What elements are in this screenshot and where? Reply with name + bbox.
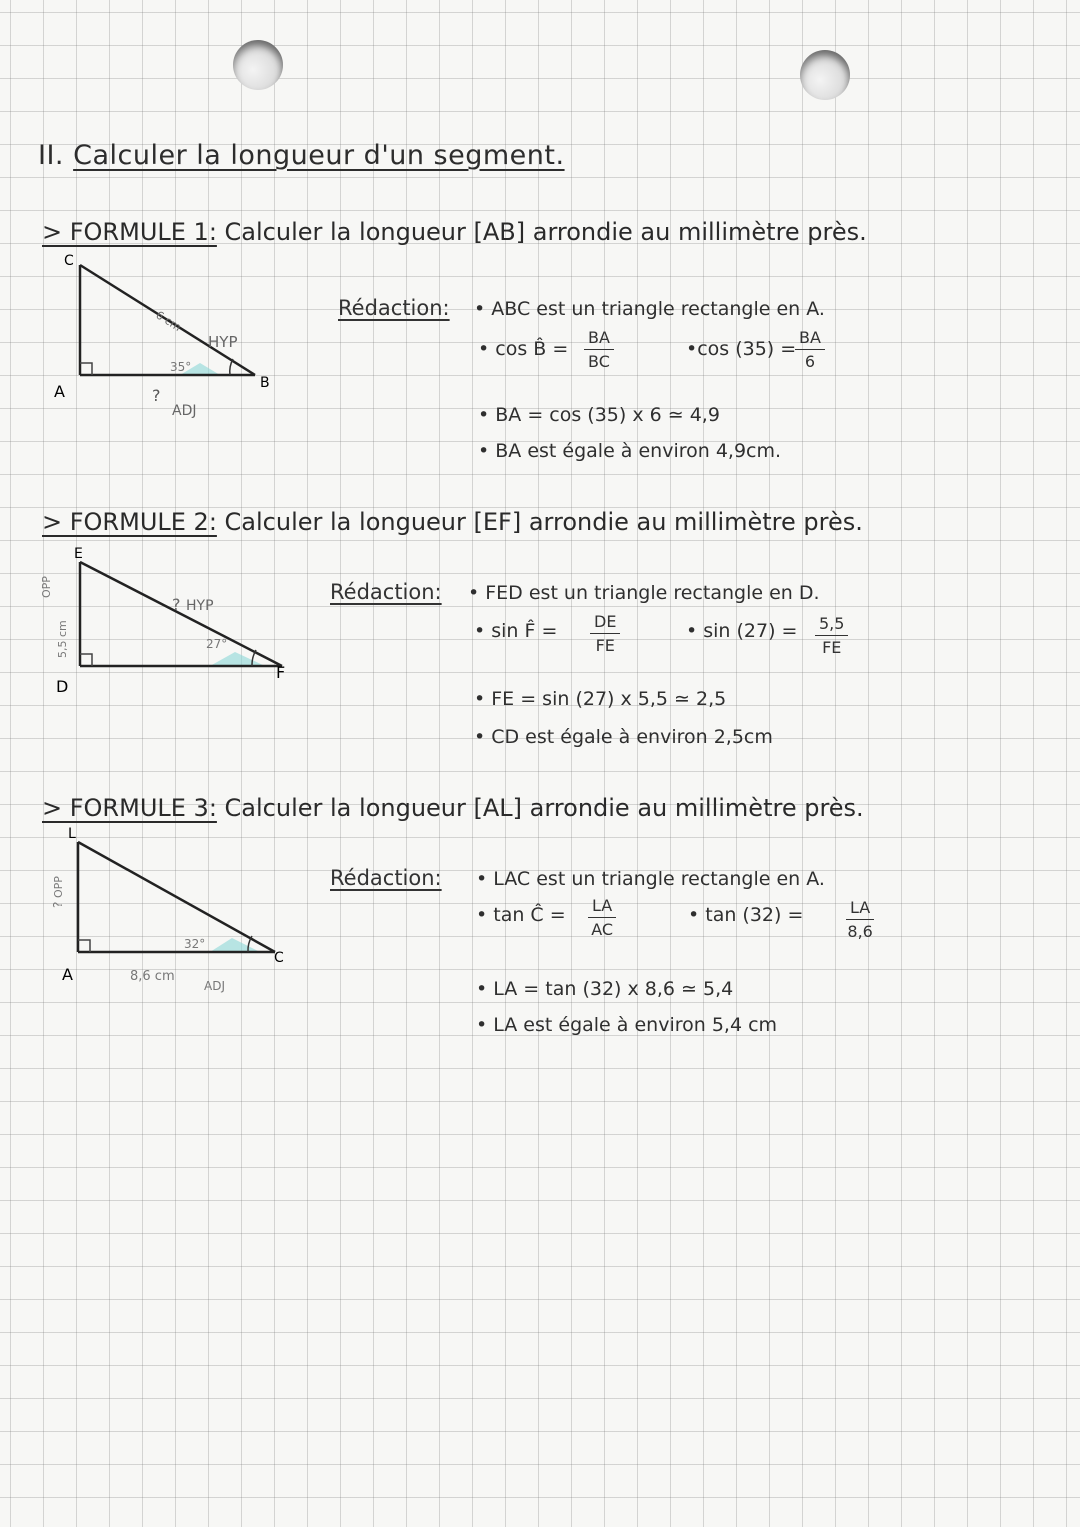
section-1-fraction-den: BC xyxy=(588,352,610,371)
section-3-heading xyxy=(42,794,864,822)
section-2-fraction-right-den: FE xyxy=(822,638,842,657)
vertex-l-label: L xyxy=(68,826,76,842)
section-3-conclusion: • LA est égale à environ 5,4 cm xyxy=(476,1014,778,1036)
section-3-calculation: • LA = tan (32) x 8,6 ≃ 5,4 xyxy=(476,978,734,1000)
vertex-c-label: C xyxy=(274,950,284,966)
right-angle-mark xyxy=(80,654,92,666)
section-1-statement: • ABC est un triangle rectangle en A. xyxy=(474,298,825,320)
section-2-label: > FORMULE 2: xyxy=(42,508,217,536)
section-2-title: Calculer la longueur [EF] arrondie au millimètre près. xyxy=(224,508,863,536)
section-3-fraction-right-num: LA xyxy=(846,898,874,920)
unknown-mark: ? xyxy=(152,386,161,405)
unknown-tag: ADJ xyxy=(172,403,197,419)
page-title xyxy=(38,140,565,171)
angle-label: 35° xyxy=(170,360,192,374)
section-2-heading xyxy=(42,508,863,536)
unknown-tag: OPP xyxy=(52,876,65,898)
side-length-label: 8,6 cm xyxy=(130,969,175,984)
section-2-fraction-den: FE xyxy=(595,636,615,655)
title-numeral: II. xyxy=(38,140,65,171)
triangle-abc-diagram xyxy=(50,255,280,425)
title-text: Calculer la longueur d'un segment. xyxy=(73,140,565,171)
section-2-calculation: • FE = sin (27) x 5,5 ≃ 2,5 xyxy=(474,688,727,710)
section-3-redaction-label: Rédaction: xyxy=(330,866,442,890)
hyp-length-label: 6 cm xyxy=(153,308,184,334)
section-3-label: > FORMULE 3: xyxy=(42,794,217,822)
section-3-fraction-num: LA xyxy=(588,896,616,918)
section-1-fraction xyxy=(584,328,614,371)
section-1-formula-left: • cos B̂ = xyxy=(478,338,569,360)
punch-hole-right xyxy=(800,50,850,100)
section-1-redaction-label: Rédaction: xyxy=(338,296,450,320)
section-2-fraction xyxy=(590,612,620,655)
vertex-a-label: A xyxy=(54,382,65,401)
angle-arc xyxy=(230,359,233,375)
triangle-def-diagram xyxy=(20,548,310,698)
section-2-statement: • FED est un triangle rectangle en D. xyxy=(468,582,820,604)
punch-hole-left xyxy=(233,40,283,90)
hyp-tag-label: HYP xyxy=(208,333,238,351)
section-2-redaction-label: Rédaction: xyxy=(330,580,442,604)
section-1-fraction-num: BA xyxy=(584,328,614,350)
unknown-tag: HYP xyxy=(186,598,214,614)
vertex-b-label: B xyxy=(260,375,270,391)
section-2-conclusion: • CD est égale à environ 2,5cm xyxy=(474,726,773,748)
section-1-label: > FORMULE 1: xyxy=(42,218,217,246)
vertex-d-label: D xyxy=(56,677,69,696)
angle-label: 27° xyxy=(206,637,228,651)
unknown-mark: ? xyxy=(172,595,181,614)
section-3-fraction-den: AC xyxy=(591,920,614,939)
section-2-fraction-right xyxy=(815,614,848,657)
vertex-a-label: A xyxy=(62,965,73,984)
section-3-statement: • LAC est un triangle rectangle en A. xyxy=(476,868,825,890)
section-1-title: Calculer la longueur [AB] arrondie au millimètre près. xyxy=(224,218,867,246)
right-angle-mark xyxy=(80,363,92,375)
section-1-formula-right: •cos (35) = xyxy=(686,338,797,360)
section-1-calculation: • BA = cos (35) x 6 ≃ 4,9 xyxy=(478,404,720,426)
section-2-fraction-num: DE xyxy=(590,612,620,634)
section-3-fraction xyxy=(588,896,616,939)
vertex-e-label: E xyxy=(74,546,83,562)
right-angle-mark xyxy=(78,940,90,952)
unknown-mark: ? xyxy=(51,901,65,908)
angle-label: 32° xyxy=(184,937,206,951)
section-3-fraction-right-den: 8,6 xyxy=(847,922,873,941)
section-3-formula-left: • tan Ĉ = xyxy=(476,904,566,926)
vertex-f-label: F xyxy=(276,663,286,682)
section-1-heading xyxy=(42,218,867,246)
section-1-conclusion: • BA est égale à environ 4,9cm. xyxy=(478,440,782,462)
section-3-title: Calculer la longueur [AL] arrondie au millimètre près. xyxy=(224,794,864,822)
section-3-formula-right: • tan (32) = xyxy=(688,904,804,926)
triangle-lac-diagram xyxy=(20,828,310,998)
side-tag-label: ADJ xyxy=(204,979,225,993)
section-2-formula-right: • sin (27) = xyxy=(686,620,798,642)
section-1-fraction-right-num: BA xyxy=(795,328,825,350)
section-1-fraction-right-den: 6 xyxy=(804,352,816,371)
section-1-fraction-right xyxy=(795,328,825,371)
side-length-label: 5,5 cm xyxy=(56,620,69,658)
vertex-c-label: C xyxy=(64,253,74,269)
side-lc xyxy=(78,842,275,952)
section-2-fraction-right-num: 5,5 xyxy=(815,614,848,636)
side-tag-label: OPP xyxy=(40,576,53,598)
side-ef xyxy=(80,562,282,666)
section-3-fraction-right xyxy=(846,898,874,941)
section-2-formula-left: • sin F̂ = xyxy=(474,620,558,642)
